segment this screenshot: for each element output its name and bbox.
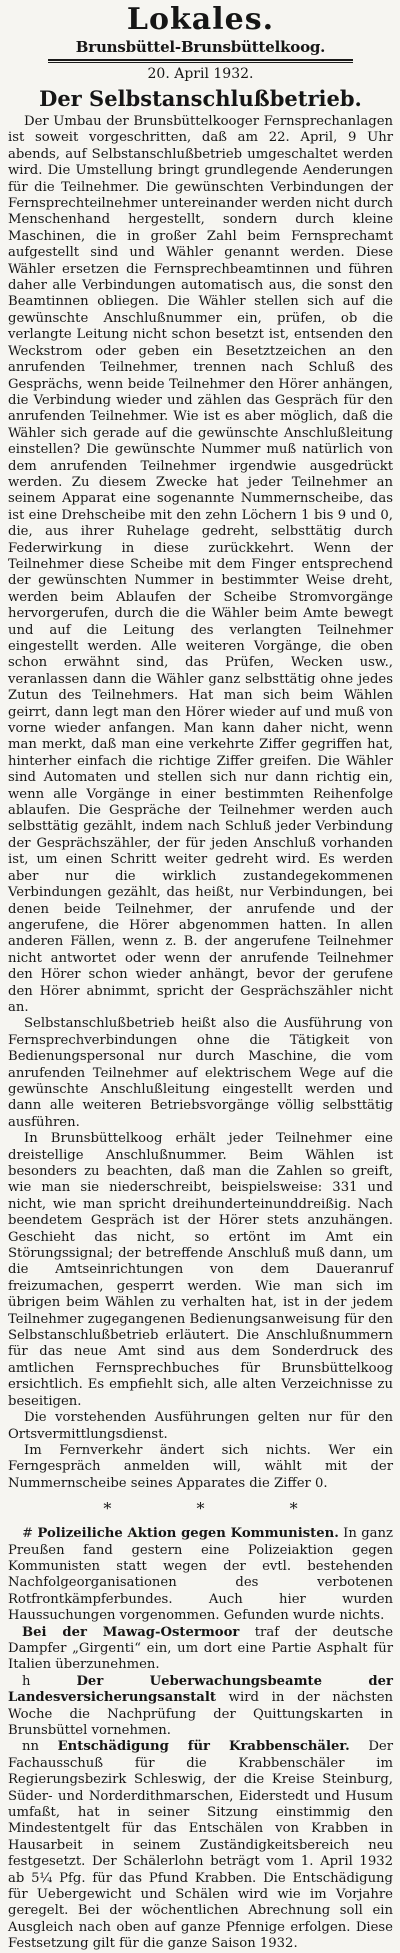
note-text: Der Fachausschuß für die Krabbenschäler im Regierungsbezirk Schleswig, der die Kreise Steinburg, Süder- und Norderdithmarschen, Eiderstedt und Husum umfaßt, hat in seiner Sitzung einstimmig den Mindestentgelt für das Entschälen von Krabben in Hausarbeit in seinem Zuständigkeitsbereich neu festgesetzt. Der Schälerlohn beträgt vom 1. April 1932 ab 5¼ Pfg. für das Pfund Krabben. Die Entschädigung für Uebergewicht und Schälen wird wie im Vorjahre geregelt. Bei der wöchentlichen Abrechnung soll ein Ausgleich nach oben auf ganze Pfennige erfolgen. Diese Festsetzung gilt für die ganze Saison 1932.	[8, 1739, 394, 1952]
note-lead: Polizeiliche Aktion gegen Kommunisten.	[37, 1526, 339, 1542]
news-note	[8, 1625, 393, 1674]
note-text: traf der deutsche Dampfer „Girgenti“ ein, um dort eine Partie Asphalt für Italien überzunehmen.	[8, 1624, 393, 1673]
note-lead: Entschädigung für Krabbenschäler.	[57, 1739, 350, 1755]
article-body	[8, 114, 393, 1492]
divider	[48, 62, 353, 63]
divider	[48, 59, 353, 61]
note-text: In ganz Preußen fand gestern eine Polizeiaktion gegen Kommunisten statt wegen der evtl. bestehenden Nachfolgeorganisationen des verbotenen Rotfrontkämpferbundes. Auch hier wurden Haussuchungen vorgenommen. Gefunden wurde nichts.	[8, 1526, 393, 1624]
article-headline: Der Selbstanschlußbetrieb.	[39, 86, 362, 111]
note-lead: Bei der Mawag-Ostermoor	[22, 1624, 240, 1640]
section-title: Lokales.	[126, 2, 275, 37]
news-notes	[8, 1526, 393, 1953]
place-line: Brunsbüttel-Brunsbüttelkoog.	[75, 38, 326, 56]
article-paragraph: Die vorstehenden Ausführungen gelten nur für den Ortsvermittlungsdienst.	[8, 1410, 393, 1442]
note-mark: h	[22, 1673, 31, 1689]
news-note	[8, 1674, 393, 1740]
article-paragraph: Im Fernverkehr ändert sich nichts. Wer ein Ferngespräch anmelden will, wählt mit der Nummernscheibe seines Apparates die Ziffer 0.	[8, 1442, 393, 1491]
news-note	[8, 1739, 393, 1952]
note-mark: nn	[22, 1739, 39, 1755]
section-separator: * * *	[103, 1499, 338, 1519]
note-text: wird in der nächsten Woche die Nachprüfung der Quittungskarten in Brunsbüttel vornehmen.	[8, 1690, 393, 1738]
news-note	[8, 1526, 393, 1624]
note-mark: #	[22, 1526, 34, 1542]
article-paragraph: Selbstanschlußbetrieb heißt also die Ausführung von Fernsprechverbindungen ohne die Tätigkeit von Bedienungspersonal nur durch Maschine, die vom anrufenden Teilnehmer auf elektrischem Wege auf die gewünschte Anschlußleitung eingestellt werden und dann alle weiteren Betriebsvorgänge völlig selbsttätig ausführen.	[8, 1016, 393, 1130]
dateline: 20. April 1932.	[147, 66, 254, 82]
note-lead: Der Ueberwachungsbeamte der Landesversicherungsanstalt	[8, 1673, 393, 1706]
article-paragraph: In Brunsbüttelkoog erhält jeder Teilnehmer eine dreistellige Anschlußnummer. Beim Wählen ist besonders zu beachten, daß man die Zahlen so greift, wie man sie niederschreibt, beispielsweise: 331 und nicht, wie man spricht dreihunderteinunddreißig. Nach beendetem Gespräch ist der Hörer stets anzuhängen. Geschieht das nicht, so ertönt im Amt ein Störungssignal; der betreffende Anschluß muß dann, um die Amtseinrichtungen von dem Daueranruf freizumachen, gesperrt werden. Wie man sich im übrigen beim Wählen zu verhalten hat, ist in der jedem Teilnehmer zugegangenen Bedienungsanweisung für den Selbstanschlußbetrieb erläutert. Die Anschlußnummern für das neue Amt sind aus dem Sonderdruck des amtlichen Fernsprechbuches für Brunsbüttelkoog ersichtlich. Es empfiehlt sich, alle alten Verzeichnisse zu beseitigen.	[8, 1131, 393, 1409]
article-paragraph: Der Umbau der Brunsbüttelkooger Fernsprechanlagen ist soweit vorgeschritten, daß am 22. April, 9 Uhr abends, auf Selbstanschlußbetrieb umgeschaltet werden wird. Die Umstellung bringt grundlegende Aenderungen für die Teilnehmer. Die gewünschten Verbindungen der Fernsprechteilnehmer untereinander werden nicht durch Menschenhand hergestellt, sondern durch kleine Maschinen, die in großer Zahl beim Fernsprechamt aufgestellt sind und Wähler genannt werden. Diese Wähler ersetzen die Fernsprechbeamtinnen und führen daher alle Verbindungen automatisch aus, die sonst den Beamtinnen obliegen. Die Wähler stellen sich auf die gewünschte Anschlußnummer ein, prüfen, ob die verlangte Leitung nicht schon besetzt ist, entsenden den Weckstrom oder geben ein Besetztzeichen an den anrufenden Teilnehmer, trennen nach Schluß des Gesprächs, wenn beide Teilnehmer den Hörer anhängen, die Verbindung wieder und zählen das Gespräch für den anrufenden Teilnehmer. Wie ist es aber möglich, daß die Wähler sich gerade auf die gewünschte Anschlußleitung einstellen? Die gewünschte Nummer muß natürlich von dem anrufenden Teilnehmer irgendwie ausgedrückt werden. Zu diesem Zwecke hat jeder Teilnehmer an seinem Apparat eine sogenannte Nummernscheibe, das ist eine Drehscheibe mit den zehn Löchern 1 bis 9 und 0, die, aus ihrer Ruhelage gedreht, selbsttätig durch Federwirkung in diese zurückkehrt. Wenn der Teilnehmer diese Scheibe mit dem Finger entsprechend der gewünschten Nummer in bestimmter Weise dreht, werden beim Ablaufen der Scheibe Stromvorgänge hervorgerufen, durch die die Wähler beim Amte bewegt und auf die Leitung des verlangten Teilnehmer eingestellt werden. Alle weiteren Vorgänge, die oben schon erwähnt sind, das Prüfen, Wecken usw., veranlassen dann die Wähler ganz selbsttätig ohne jedes Zutun des Teilnehmers. Hat man sich beim Wählen geirrt, dann legt man den Hörer wieder auf und muß von vorne wieder anfangen. Man kann daher nicht, wenn man merkt, daß man eine verkehrte Ziffer gegriffen hat, hinterher einfach die richtige Ziffer greifen. Die Wähler sind Automaten und stellen sich nur dann richtig ein, wenn alle Vorgänge in einer bestimmten Reihenfolge ablaufen. Die Gespräche der Teilnehmer werden auch selbsttätig gezählt, indem nach Schluß jeder Verbindung der Gesprächszähler, der für jeden Anschluß vorhanden ist, um einen Schritt weiter gedreht wird. Es werden aber nur die wirklich zustandegekommenen Verbindungen gezählt, das heißt, nur Verbindungen, bei denen beide Teilnehmer, der anrufende und der angerufene, die Hörer abgenommen hatten. In allen anderen Fällen, wenn z. B. der angerufene Teilnehmer nicht antwortet oder wenn der anrufende Teilnehmer den Hörer schon wieder anhängt, bevor der gerufene den Hörer abnimmt, spricht der Gesprächszähler nicht an.	[8, 114, 393, 1015]
